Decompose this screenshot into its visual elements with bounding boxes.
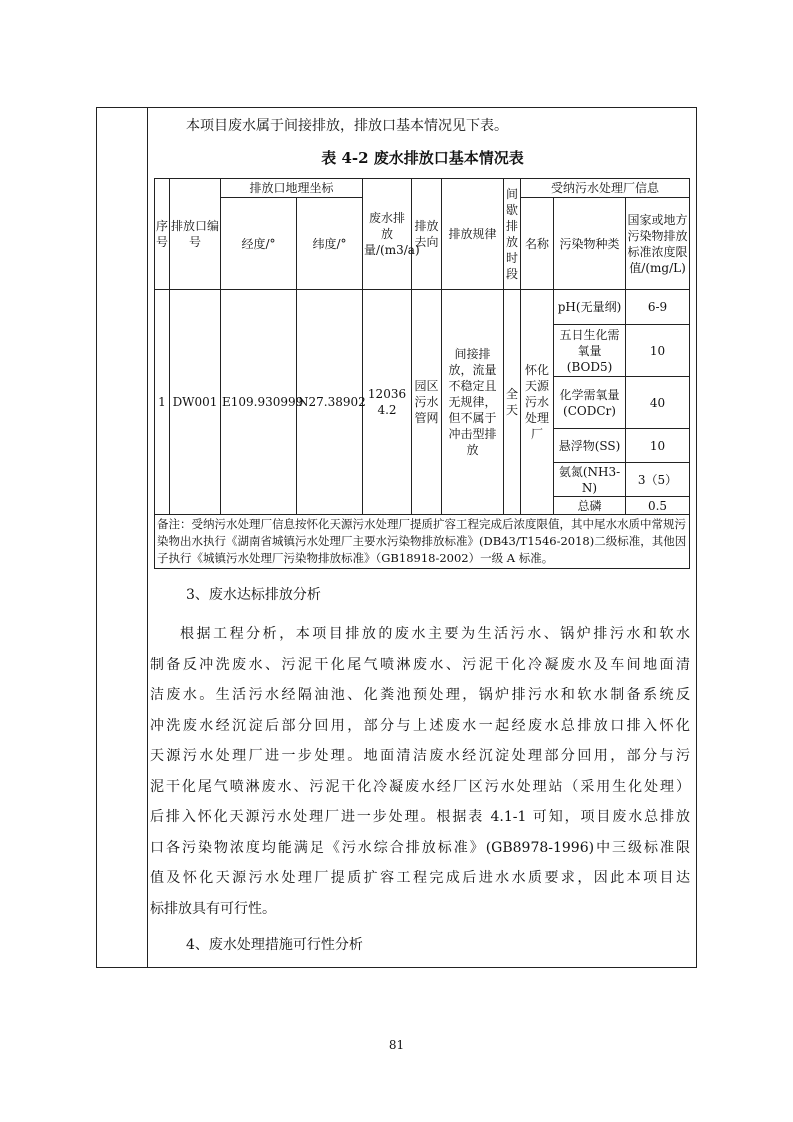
pollutant-limit: 6-9 [626,290,690,325]
header-limit: 国家或地方污染物排放标准浓度限值/(mg/L) [626,198,690,290]
paragraph-line: 标排放具有可行性。 [150,900,276,917]
cell-latitude: N27.38902 [297,290,363,515]
pollutant-limit: 10 [626,325,690,377]
section-3-heading: 3、废水达标排放分析 [186,587,321,603]
pollutant-name: pH(无量纲) [554,290,626,325]
page-number: 81 [388,1038,405,1052]
pollutant-limit: 0.5 [626,497,690,515]
pollutant-name: 总磷 [554,497,626,515]
cell-longitude: E109.930999 [221,290,297,515]
pollutant-limit: 10 [626,429,690,463]
pollutant-name: 化学需氧量(CODCr) [554,377,626,429]
header-destination: 排放去向 [412,179,442,290]
paragraph-line: 天源污水处理厂进一步处理。地面清洁废水经沉淀处理部分回用，部分与污 [150,748,690,764]
pollutant-name: 悬浮物(SS) [554,429,626,463]
header-longitude: 经度/° [221,198,297,290]
pollutant-name: 五日生化需氧量(BOD5) [554,325,626,377]
paragraph-line: 值及怀化天源污水处理厂提质扩容工程完成后进水水质要求，因此本项目达 [150,870,690,886]
paragraph-line: 洁废水。生活污水经隔油池、化粪池预处理，锅炉排污水和软水制备系统反 [150,687,690,703]
header-pollutant: 污染物种类 [554,198,626,290]
analysis-paragraph [150,619,690,924]
table-caption: 表 4-2 废水排放口基本情况表 [321,149,524,167]
frame-divider [147,108,148,967]
paragraph-line: 泥干化尾气喷淋废水、污泥干化冷凝废水经厂区污水处理站（采用生化处理） [150,778,690,795]
header-intermittent-period: 间歇排放时段 [504,179,521,290]
header-latitude: 纬度/° [297,198,363,290]
paragraph-line: 后排入怀化天源污水处理厂进一步处理。根据表 4.1-1 可知，项目废水总排放 [150,809,690,825]
header-geo-coords: 排放口地理坐标 [221,179,363,198]
header-name: 名称 [521,198,554,290]
pollutant-limit: 40 [626,377,690,429]
header-pattern: 排放规律 [442,179,504,290]
cell-seq: 1 [155,290,170,515]
cell-outlet-id: DW001 [170,290,221,515]
pollutant-limit: 3（5） [626,463,690,497]
outlet-table [154,178,690,569]
section-4-heading: 4、废水处理措施可行性分析 [186,937,363,953]
paragraph-line: 口各污染物浓度均能满足《污水综合排放标准》(GB8978-1996)中三级标准限 [150,839,690,856]
table-note: 备注：受纳污水处理厂信息按怀化天源污水处理厂提质扩容工程完成后浓度限值，其中尾水水质中常规污染物出水执行《湖南省城镇污水处理厂主要水污染物排放标准》(DB43/T1546-2018)二级标准，其他因子执行《城镇污水处理厂污染物排放标准》（GB18918-2002）一级 A 标准。 [155,515,690,569]
header-outlet-id: 排放口编号 [170,179,221,290]
paragraph-line: 冲洗废水经沉淀后部分回用，部分与上述废水一起经废水总排放口排入怀化 [150,717,690,734]
intro-text: 本项目废水属于间接排放，排放口基本情况见下表。 [186,118,508,134]
cell-discharge-volume: 120364.2 [363,290,412,515]
header-discharge-volume: 废水排放量/(m3/a) [363,179,412,290]
header-seq: 序号 [155,179,170,290]
header-plant-info: 受纳污水处理厂信息 [521,179,690,198]
cell-period: 全天 [504,290,521,515]
paragraph-line: 制备反冲洗废水、污泥干化尾气喷淋废水、污泥干化冷凝废水及车间地面清 [150,656,690,673]
cell-destination: 园区污水管网 [412,290,442,515]
pollutant-name: 氨氮(NH3-N) [554,463,626,497]
cell-plant-name: 怀化天源污水处理厂 [521,290,554,515]
paragraph-line: 根据工程分析，本项目排放的废水主要为生活污水、锅炉排污水和软水 [180,626,690,642]
cell-pattern: 间接排放，流量不稳定且无规律，但不属于冲击型排放 [442,290,504,515]
